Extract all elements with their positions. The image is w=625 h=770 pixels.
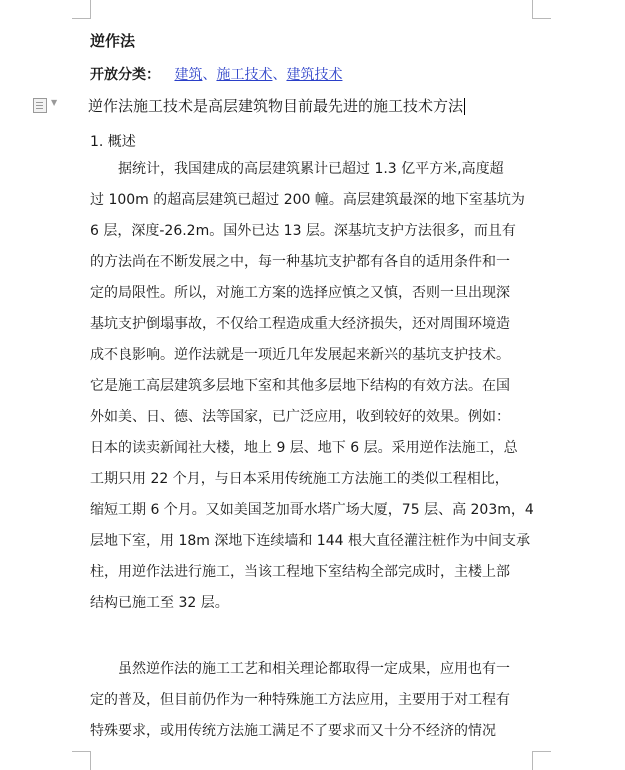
paragraph-line: 基坑支护倒塌事故，不仅给工程造成重大经济损失，还对周围环境造 [90,316,510,332]
paragraph-line: 据统计，我国建成的高层建筑累计已超过 1.3 亿平方米,高度超 [118,161,504,177]
document-title: 逆作法 [90,32,136,50]
tag-link-building[interactable]: 建筑 [174,67,203,83]
body-paragraph-2 [90,654,548,747]
subtitle-text: 逆作法施工技术是高层建筑物目前最先进的施工技术方法 [88,97,464,115]
section-heading: 1. 概述 [90,134,136,150]
paragraph-line: 结构已施工至 32 层。 [90,595,229,611]
paragraph-line: 的方法尚在不断发展之中，每一种基坑支护都有各自的适用条件和一 [90,254,510,270]
page-corner-mark-bottom-right [532,751,551,770]
paragraph-line: 定的局限性。所以，对施工方案的选择应慎之又慎，否则一旦出现深 [90,285,510,301]
category-tags [90,64,342,84]
paragraph-options-icon[interactable] [33,98,47,113]
page-corner-mark-top-right [532,0,551,19]
paragraph-line: 过 100m 的超高层建筑已超过 200 幢。高层建筑最深的地下室基坑为 [90,192,525,208]
paragraph-line: 柱，用逆作法进行施工，当该工程地下室结构全部完成时，主楼上部 [90,564,510,580]
category-label: 开放分类： [90,67,160,83]
tag-link-building-tech[interactable]: 建筑技术 [286,67,343,83]
paragraph-line: 日本的读卖新闻社大楼，地上 9 层、地下 6 层。采用逆作法施工，总 [90,440,518,456]
chevron-down-icon[interactable]: ▼ [51,98,58,107]
paragraph-line: 它是施工高层建筑多层地下室和其他多层地下结构的有效方法。在国 [90,378,510,394]
paragraph-line: 层地下室，用 18m 深地下连续墙和 144 根大直径灌注桩作为中间支承 [90,533,530,549]
paragraph-line: 工期只用 22 个月，与日本采用传统施工方法施工的类似工程相比， [90,471,509,487]
paragraph-line: 定的普及，但目前仍作为一种特殊施工方法应用，主要用于对工程有 [90,692,510,708]
page-corner-mark-top-left [72,0,91,19]
paragraph-line: 成不良影响。逆作法就是一项近几年发展起来新兴的基坑支护技术。 [90,347,510,363]
body-paragraph-1 [90,154,548,619]
tag-separator: 、 [202,67,217,83]
tag-separator: 、 [272,67,287,83]
page-corner-mark-bottom-left [72,751,91,770]
paragraph-line: 特殊要求，或用传统方法施工满足不了要求而又十分不经济的情况 [90,723,496,739]
document-subtitle[interactable] [88,95,465,116]
paragraph-line: 虽然逆作法的施工工艺和相关理论都取得一定成果，应用也有一 [118,661,510,677]
tag-link-construction-tech[interactable]: 施工技术 [216,67,273,83]
text-cursor [464,98,465,115]
paragraph-line: 缩短工期 6 个月。又如美国芝加哥水塔广场大厦，75 层、高 203m，4 [90,502,534,518]
paragraph-line: 外如美、日、德、法等国家，已广泛应用，收到较好的效果。例如： [90,409,510,425]
paragraph-line: 6 层，深度-26.2m。国外已达 13 层。深基坑支护方法很多，而且有 [90,223,516,239]
